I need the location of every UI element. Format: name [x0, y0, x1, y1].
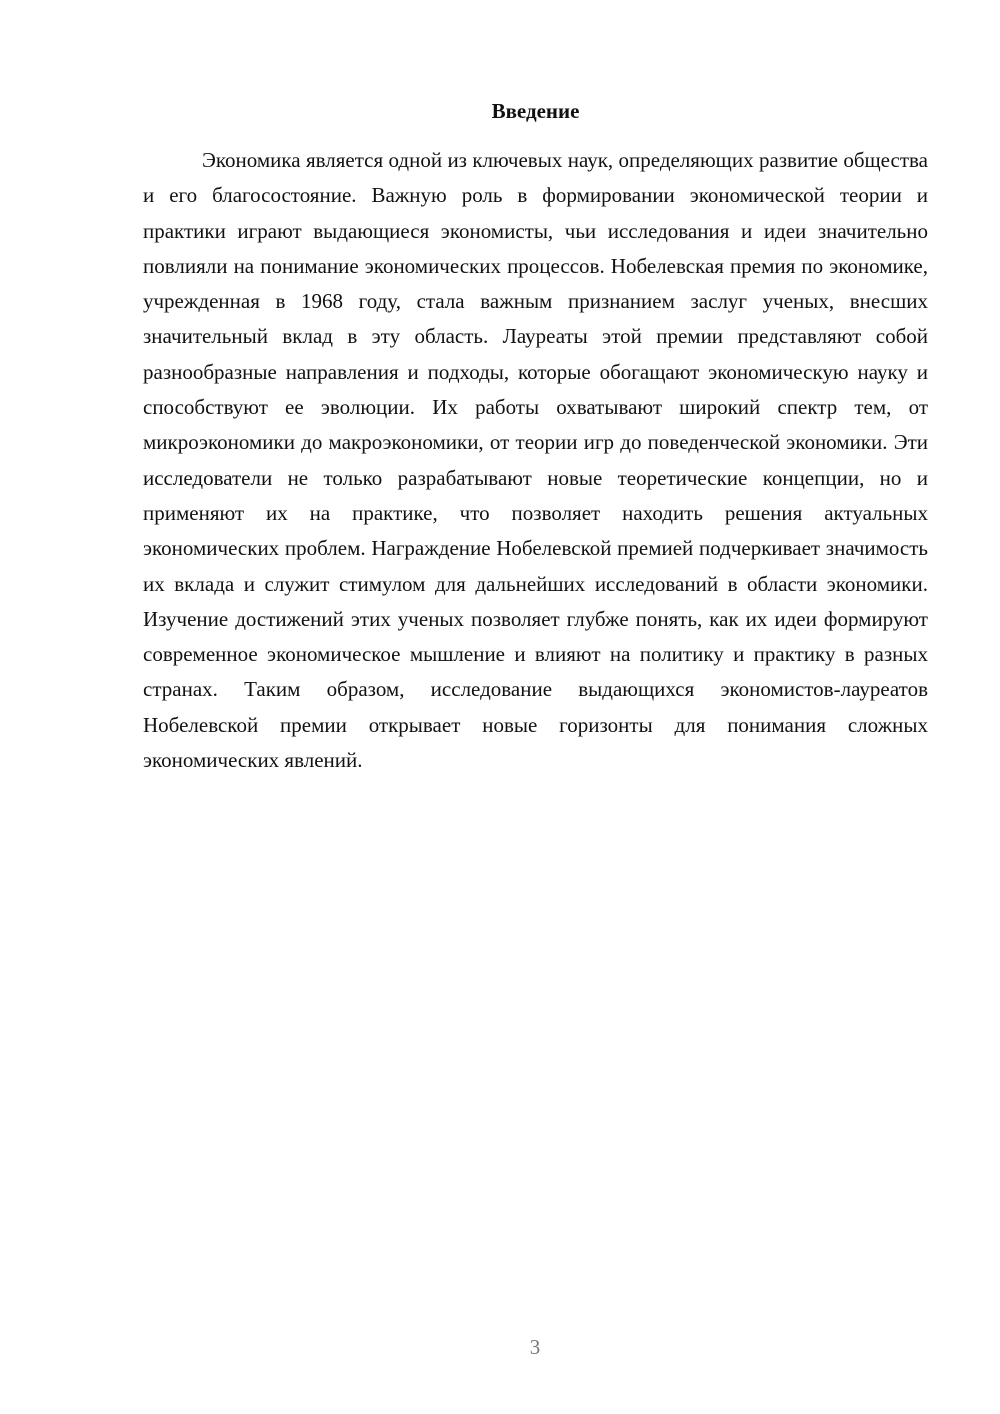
page-number: 3: [529, 1335, 541, 1359]
section-heading: Введение: [491, 99, 580, 123]
body-paragraph: Экономика является одной из ключевых наук, определяющих развитие общества и его благосостояние. Важную роль в формировании экономической теории и практики играют выдающиеся экономисты, чьи исследования и идеи значительно повлияли на понимание экономических процессов. Нобелевская премия по экономике, учрежденная в 1968 году, стала важным признанием заслуг ученых, внесших значительный вклад в эту область. Лауреаты этой премии представляют собой разнообразные направления и подходы, которые обогащают экономическую науку и способствуют ее эволюции. Их работы охватывают широкий спектр тем, от микроэкономики до макроэкономики, от теории игр до поведенческой экономики. Эти исследователи не только разрабатывают новые теоретические концепции, но и применяют их на практике, что позволяет находить решения актуальных экономических проблем. Награждение Нобелевской премией подчеркивает значимость их вклада и служит стимулом для дальнейших исследований в области экономики. Изучение достижений этих ученых позволяет глубже понять, как их идеи формируют современное экономическое мышление и влияют на политику и практику в разных странах. Таким образом, исследование выдающихся экономистов-лауреатов Нобелевской премии открывает новые горизонты для понимания сложных экономических явлений.: [143, 148, 928, 773]
